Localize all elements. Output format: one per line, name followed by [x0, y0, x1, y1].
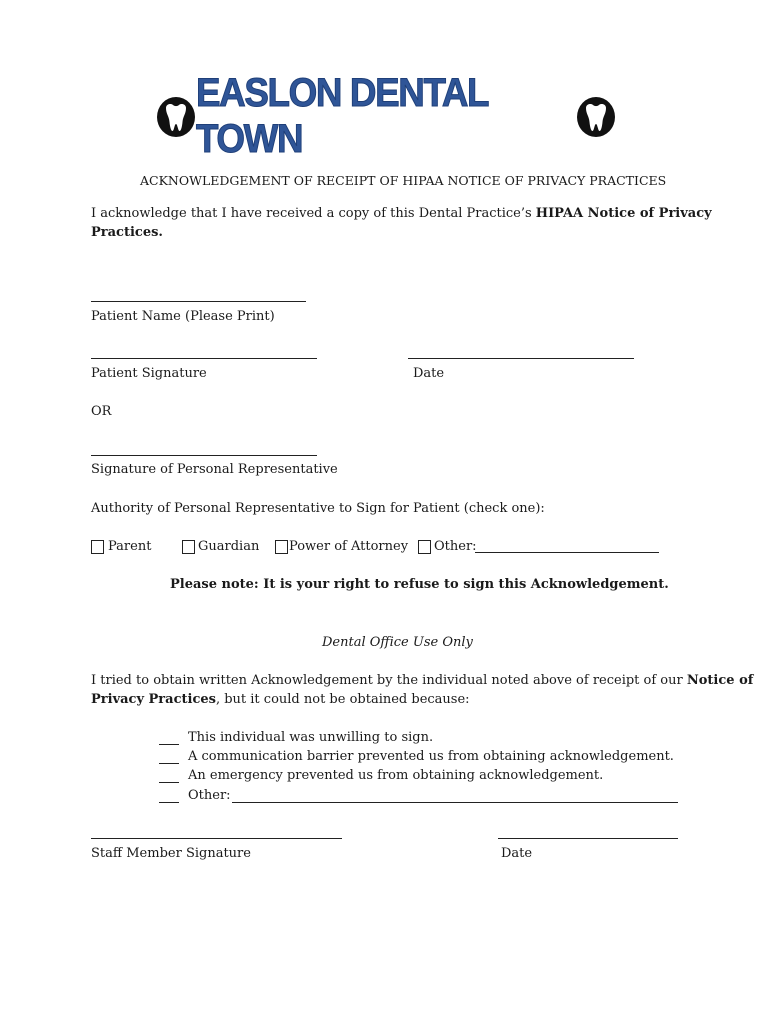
intro-bold: HIPAA Notice of Privacy	[535, 206, 712, 221]
reason-item: An emergency prevented us from obtaining acknowledgement.	[188, 768, 604, 783]
option-power-of-attorney: Power of Attorney	[289, 539, 409, 554]
authority-prompt: Authority of Personal Representative to Sign for Patient (check one):	[91, 501, 545, 516]
date-line[interactable]	[408, 358, 634, 359]
tooth-icon	[576, 96, 616, 138]
other-reason-line[interactable]	[232, 802, 678, 803]
patient-name-line[interactable]	[91, 301, 306, 302]
page-title: ACKNOWLEDGEMENT OF RECEIPT OF HIPAA NOTICE OF PRIVACY PRACTICES	[140, 173, 667, 188]
office-para-line-2	[91, 691, 470, 709]
intro-line-1	[91, 205, 712, 223]
staff-date-line[interactable]	[498, 838, 678, 839]
or-label: OR	[91, 404, 112, 419]
refusal-notice: Please note: It is your right to refuse to sign this Acknowledgement.	[170, 577, 669, 592]
reason-item: Other:	[188, 788, 231, 803]
office-para-line-1	[91, 672, 753, 690]
staff-date-label: Date	[501, 846, 533, 861]
option-other: Other:	[434, 539, 477, 554]
office-use-title: Dental Office Use Only	[322, 635, 473, 650]
checkbox-icon[interactable]	[91, 540, 104, 554]
other-blank-line[interactable]	[475, 552, 659, 553]
intro-line-2: Practices.	[91, 225, 163, 240]
option-parent: Parent	[108, 539, 152, 554]
staff-signature-line[interactable]	[91, 838, 342, 839]
reason-blank[interactable]	[159, 744, 179, 745]
checkbox-icon[interactable]	[418, 540, 431, 554]
patient-signature-line[interactable]	[91, 358, 317, 359]
checkbox-icon[interactable]	[182, 540, 195, 554]
reason-blank[interactable]	[159, 802, 179, 803]
practice-logo	[196, 71, 576, 161]
office-para-suffix: , but it could not be obtained because:	[215, 692, 470, 707]
rep-signature-line[interactable]	[91, 455, 317, 456]
reason-item: This individual was unwilling to sign.	[188, 730, 434, 745]
tooth-icon	[156, 96, 196, 138]
office-para-text: I tried to obtain written Acknowledgement by the individual noted above of receipt of our	[91, 673, 687, 688]
reason-blank[interactable]	[159, 763, 179, 764]
office-para-bold-2: Privacy Practices	[91, 692, 216, 707]
option-guardian: Guardian	[198, 539, 260, 554]
date-label: Date	[413, 366, 445, 381]
rep-signature-label: Signature of Personal Representative	[91, 462, 338, 477]
staff-signature-label: Staff Member Signature	[91, 846, 251, 861]
checkbox-icon[interactable]	[275, 540, 288, 554]
logo-text: EASLON DENTAL TOWN	[196, 71, 488, 161]
patient-signature-label: Patient Signature	[91, 366, 207, 381]
reason-item: A communication barrier prevented us from obtaining acknowledgement.	[188, 749, 674, 764]
patient-name-label: Patient Name (Please Print)	[91, 309, 275, 324]
intro-text: I acknowledge that I have received a copy of this Dental Practice’s	[91, 206, 536, 221]
office-para-bold: Notice of	[686, 673, 754, 688]
reason-blank[interactable]	[159, 782, 179, 783]
